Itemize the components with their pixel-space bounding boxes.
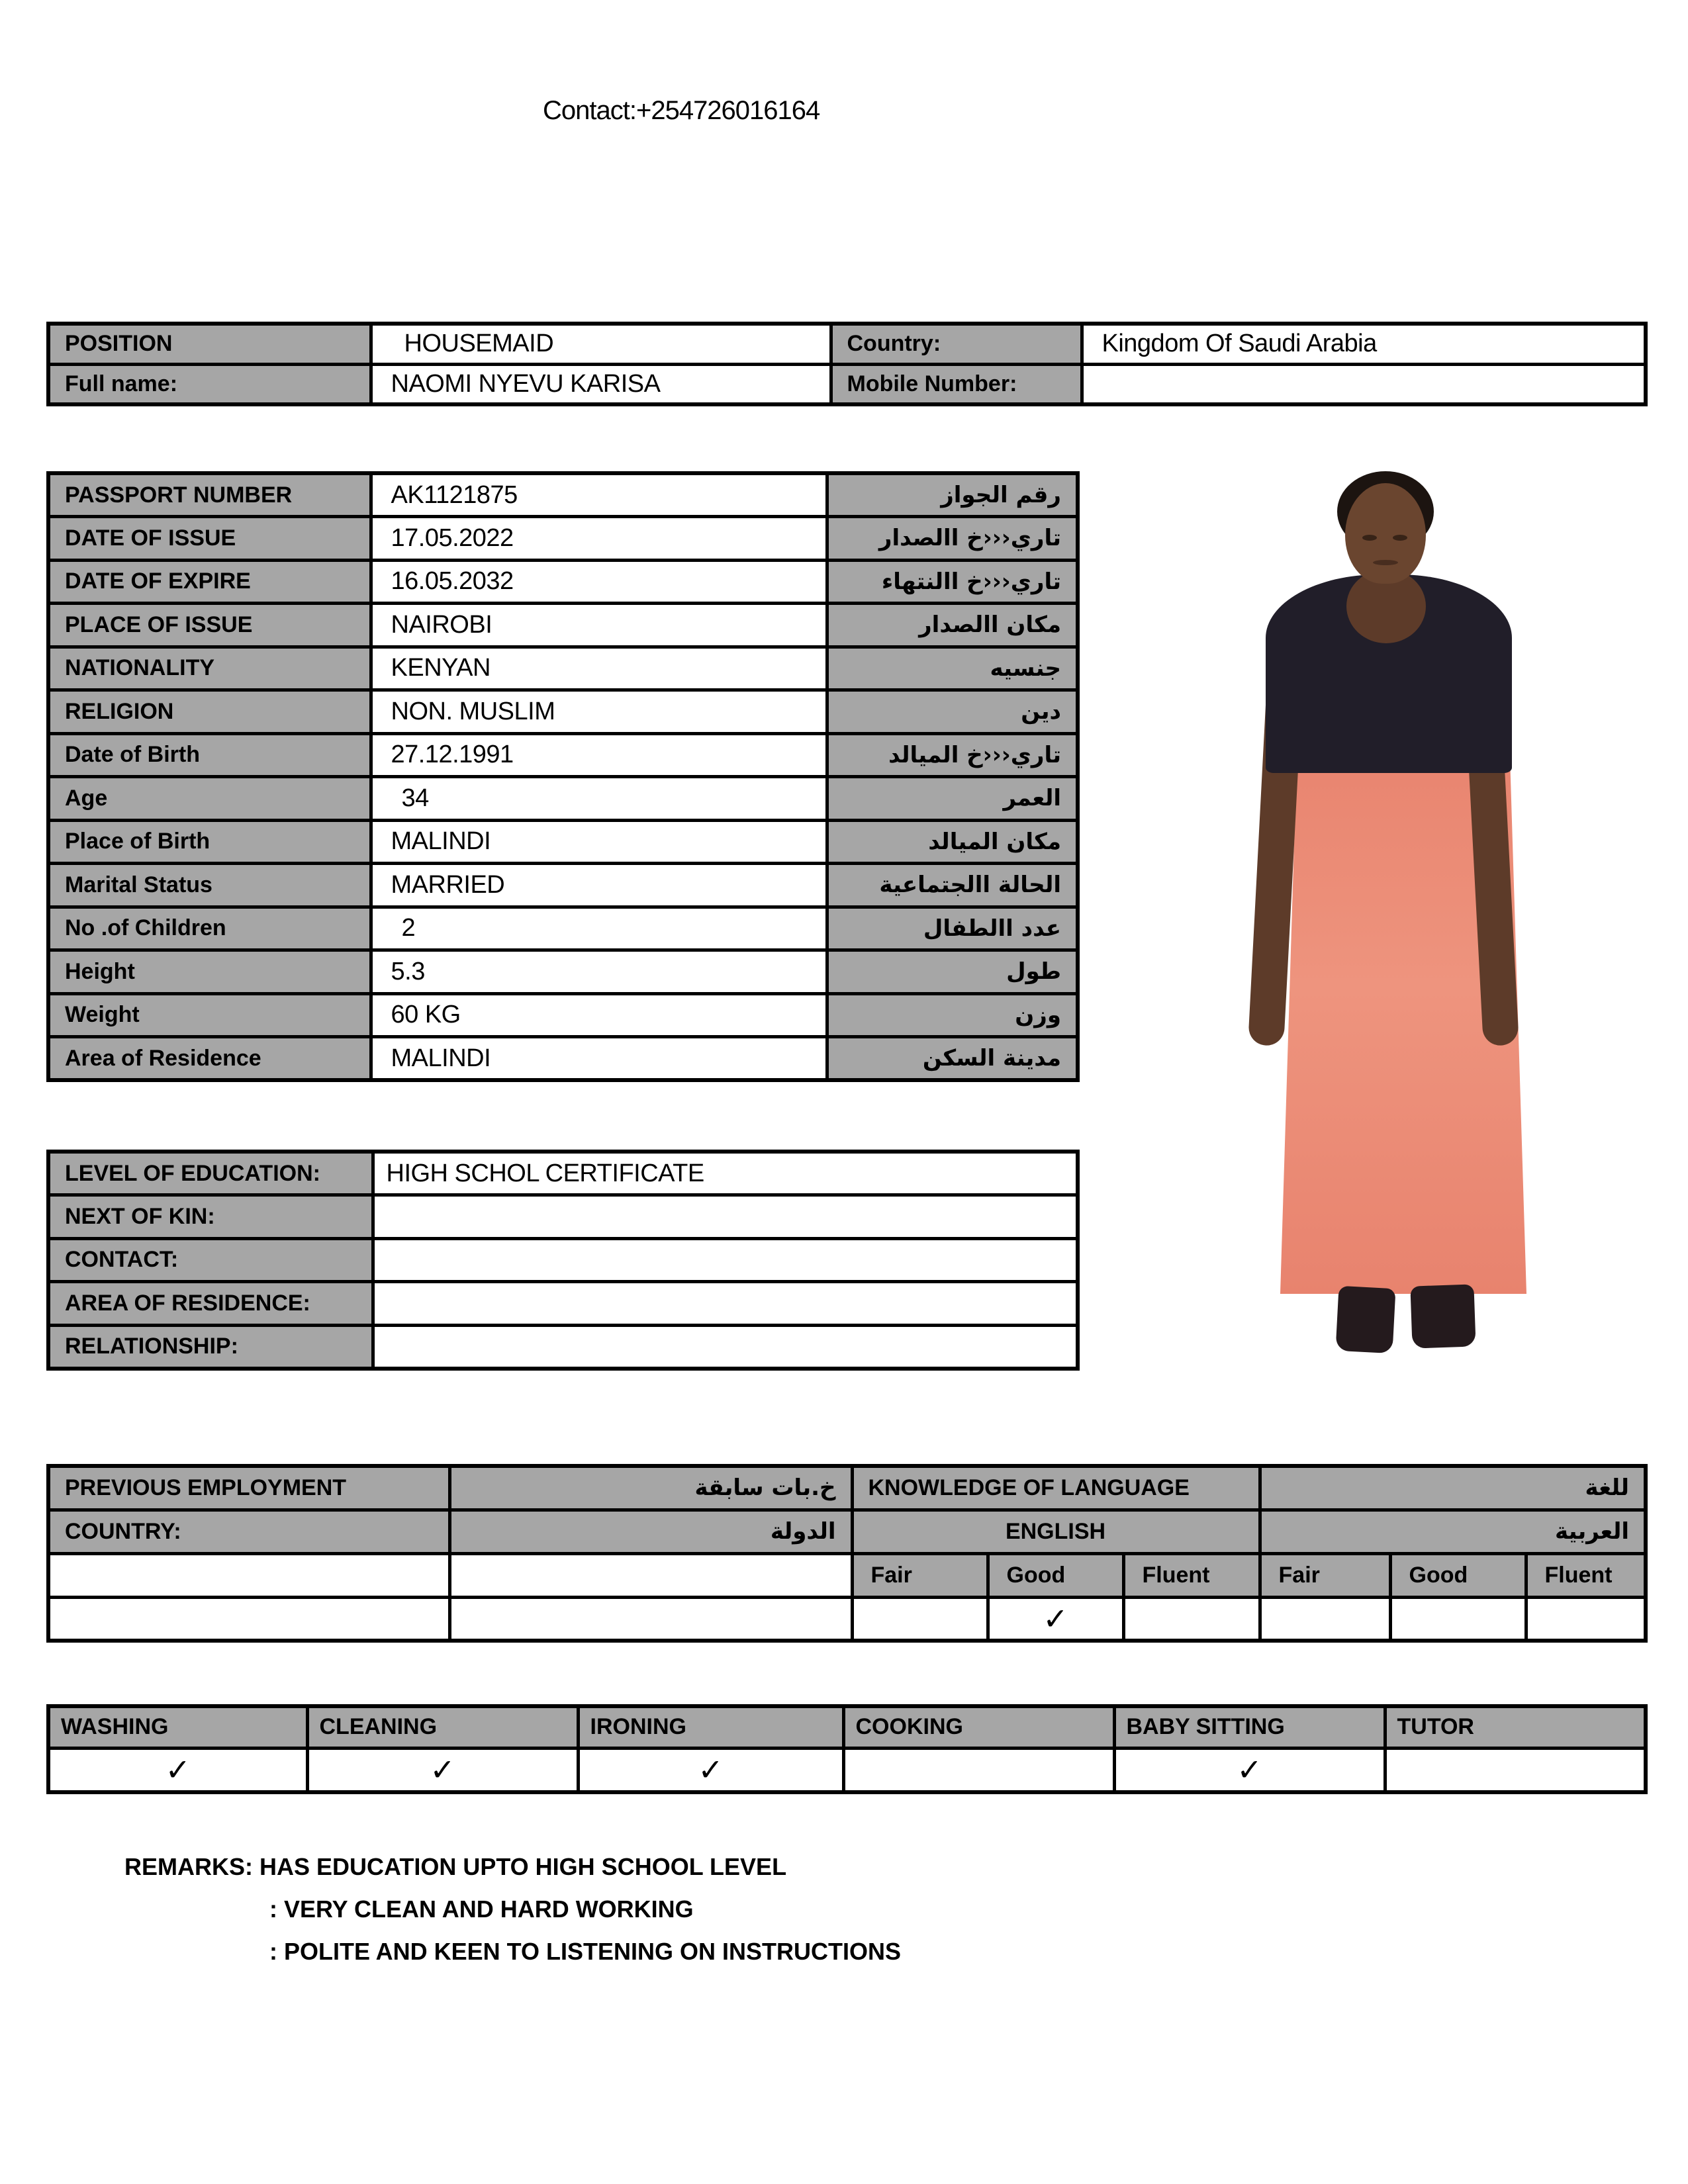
row-value: 17.05.2022 — [371, 517, 827, 561]
row-value: 5.3 — [371, 950, 827, 994]
skill-header-ironing: IRONING — [578, 1706, 843, 1748]
skill-header-tutor: TUTOR — [1385, 1706, 1646, 1748]
table-row — [48, 1510, 1646, 1553]
skill-check-tutor — [1385, 1748, 1646, 1792]
arabic-fair-header: Fair — [1260, 1553, 1390, 1597]
english-good-header: Good — [988, 1553, 1123, 1597]
english-fair-check — [852, 1597, 988, 1641]
row-arabic: العمر — [827, 777, 1078, 821]
table-row — [48, 1706, 1646, 1748]
row-value: 27.12.1991 — [371, 733, 827, 777]
candidate-photo — [1238, 470, 1529, 1370]
table-row — [48, 1325, 1078, 1369]
row-arabic: مدينة السكن — [827, 1037, 1078, 1081]
table-row — [48, 777, 1078, 821]
country-col-label: COUNTRY: — [48, 1510, 449, 1553]
table-row — [48, 517, 1078, 561]
fullname-value: NAOMI NYEVU KARISA — [371, 364, 831, 404]
photo-shoe — [1410, 1284, 1476, 1348]
photo-face — [1345, 483, 1426, 584]
table-row — [48, 820, 1078, 864]
english-good-check: ✓ — [988, 1597, 1123, 1641]
row-arabic: طول — [827, 950, 1078, 994]
table-row — [48, 733, 1078, 777]
arabic-fluent-header: Fluent — [1526, 1553, 1646, 1597]
row-value — [373, 1325, 1078, 1369]
table-row — [48, 1597, 1646, 1641]
photo-eye — [1393, 535, 1407, 541]
skill-check-cooking — [843, 1748, 1114, 1792]
previous-employment-arabic: خ.بات سابقة — [449, 1466, 852, 1510]
table-row — [48, 993, 1078, 1037]
employment-language-table — [46, 1464, 1648, 1643]
arabic-fair-check — [1260, 1597, 1390, 1641]
skill-check-babysitting: ✓ — [1114, 1748, 1385, 1792]
row-label: Area of Residence — [48, 1037, 371, 1081]
row-value: 60 KG — [371, 993, 827, 1037]
row-label: NEXT OF KIN: — [48, 1195, 373, 1239]
table-row — [48, 1195, 1078, 1239]
row-arabic: الحالة االجتماعية — [827, 864, 1078, 907]
skill-header-cleaning: CLEANING — [307, 1706, 578, 1748]
contact-line: Contact:+254726016164 — [543, 96, 820, 125]
row-value — [373, 1195, 1078, 1239]
row-arabic: جنسيه — [827, 647, 1078, 690]
mobile-value — [1082, 364, 1646, 404]
knowledge-of-language-label: KNOWLEDGE OF LANGUAGE — [852, 1466, 1260, 1510]
row-label: RELIGION — [48, 690, 371, 734]
row-arabic: تاري‹‹‹خ االصدار — [827, 517, 1078, 561]
row-value: KENYAN — [371, 647, 827, 690]
remarks-section — [124, 1853, 901, 1980]
row-label: Height — [48, 950, 371, 994]
row-arabic: وزن — [827, 993, 1078, 1037]
skill-header-washing: WASHING — [48, 1706, 307, 1748]
table-row — [48, 1466, 1646, 1510]
employment-country-cell — [449, 1553, 852, 1597]
english-fluent-check — [1123, 1597, 1260, 1641]
row-value: NAIROBI — [371, 604, 827, 647]
row-value — [373, 1282, 1078, 1326]
table-row — [48, 364, 1646, 404]
row-label: Place of Birth — [48, 820, 371, 864]
table-row — [48, 1152, 1078, 1195]
skill-check-ironing: ✓ — [578, 1748, 843, 1792]
table-row — [48, 864, 1078, 907]
mobile-label: Mobile Number: — [831, 364, 1082, 404]
row-value: AK1121875 — [371, 473, 827, 517]
skills-table — [46, 1704, 1648, 1794]
table-row — [48, 690, 1078, 734]
education-table — [46, 1150, 1080, 1371]
row-value: HIGH SCHOL CERTIFICATE — [373, 1152, 1078, 1195]
fullname-label: Full name: — [48, 364, 371, 404]
row-value — [373, 1238, 1078, 1282]
employment-cell — [48, 1553, 449, 1597]
row-value: MALINDI — [371, 1037, 827, 1081]
table-row — [48, 1553, 1646, 1597]
table-row — [48, 1238, 1078, 1282]
arabic-fluent-check — [1526, 1597, 1646, 1641]
row-arabic: مكان الميالد — [827, 820, 1078, 864]
row-value: MARRIED — [371, 864, 827, 907]
row-value: 16.05.2032 — [371, 560, 827, 604]
skill-check-washing: ✓ — [48, 1748, 307, 1792]
row-arabic: عدد االطفال — [827, 907, 1078, 950]
row-arabic: تاري‹‹‹خ الميالد — [827, 733, 1078, 777]
row-label: No .of Children — [48, 907, 371, 950]
table-row — [48, 907, 1078, 950]
skill-check-cleaning: ✓ — [307, 1748, 578, 1792]
english-fluent-header: Fluent — [1123, 1553, 1260, 1597]
row-label: DATE OF ISSUE — [48, 517, 371, 561]
employment-cell — [48, 1597, 449, 1641]
position-table — [46, 322, 1648, 406]
row-label: NATIONALITY — [48, 647, 371, 690]
row-label: DATE OF EXPIRE — [48, 560, 371, 604]
employment-country-cell — [449, 1597, 852, 1641]
language-arabic-label: للغة — [1260, 1466, 1646, 1510]
row-arabic: دين — [827, 690, 1078, 734]
remarks-line-2: : VERY CLEAN AND HARD WORKING — [269, 1895, 694, 1923]
table-row — [48, 473, 1078, 517]
table-row — [48, 1748, 1646, 1792]
row-value: NON. MUSLIM — [371, 690, 827, 734]
row-value: 2 — [371, 907, 827, 950]
row-label: PASSPORT NUMBER — [48, 473, 371, 517]
remarks-line-3: : POLITE AND KEEN TO LISTENING ON INSTRUCTIONS — [269, 1938, 902, 1965]
photo-shoe — [1335, 1286, 1395, 1353]
row-label: RELATIONSHIP: — [48, 1325, 373, 1369]
arabic-good-header: Good — [1390, 1553, 1526, 1597]
row-arabic: مكان االصدار — [827, 604, 1078, 647]
passport-table — [46, 471, 1080, 1082]
table-row — [48, 324, 1646, 364]
previous-employment-label: PREVIOUS EMPLOYMENT — [48, 1466, 449, 1510]
table-row — [48, 950, 1078, 994]
row-label: AREA OF RESIDENCE: — [48, 1282, 373, 1326]
country-value: Kingdom Of Saudi Arabia — [1082, 324, 1646, 364]
row-label: CONTACT: — [48, 1238, 373, 1282]
row-label: Age — [48, 777, 371, 821]
remarks-line-1: REMARKS: HAS EDUCATION UPTO HIGH SCHOOL LEVEL — [124, 1853, 787, 1880]
arabic-header: العربية — [1260, 1510, 1646, 1553]
row-value: 34 — [371, 777, 827, 821]
position-label: POSITION — [48, 324, 371, 364]
arabic-good-check — [1390, 1597, 1526, 1641]
table-row — [48, 1282, 1078, 1326]
english-header: ENGLISH — [852, 1510, 1260, 1553]
country-arabic-label: الدولة — [449, 1510, 852, 1553]
table-row — [48, 1037, 1078, 1081]
table-row — [48, 647, 1078, 690]
row-value: MALINDI — [371, 820, 827, 864]
skill-header-babysitting: BABY SITTING — [1114, 1706, 1385, 1748]
skill-header-cooking: COOKING — [843, 1706, 1114, 1748]
photo-mouth — [1373, 560, 1398, 565]
english-fair-header: Fair — [852, 1553, 988, 1597]
row-label: Date of Birth — [48, 733, 371, 777]
row-arabic: تاري‹‹‹خ االنتهاء — [827, 560, 1078, 604]
row-label: PLACE OF ISSUE — [48, 604, 371, 647]
table-row — [48, 560, 1078, 604]
row-arabic: رقم الجواز — [827, 473, 1078, 517]
photo-eye — [1362, 535, 1377, 541]
position-value: HOUSEMAID — [371, 324, 831, 364]
table-row — [48, 604, 1078, 647]
row-label: Marital Status — [48, 864, 371, 907]
row-label: Weight — [48, 993, 371, 1037]
row-label: LEVEL OF EDUCATION: — [48, 1152, 373, 1195]
country-label: Country: — [831, 324, 1082, 364]
